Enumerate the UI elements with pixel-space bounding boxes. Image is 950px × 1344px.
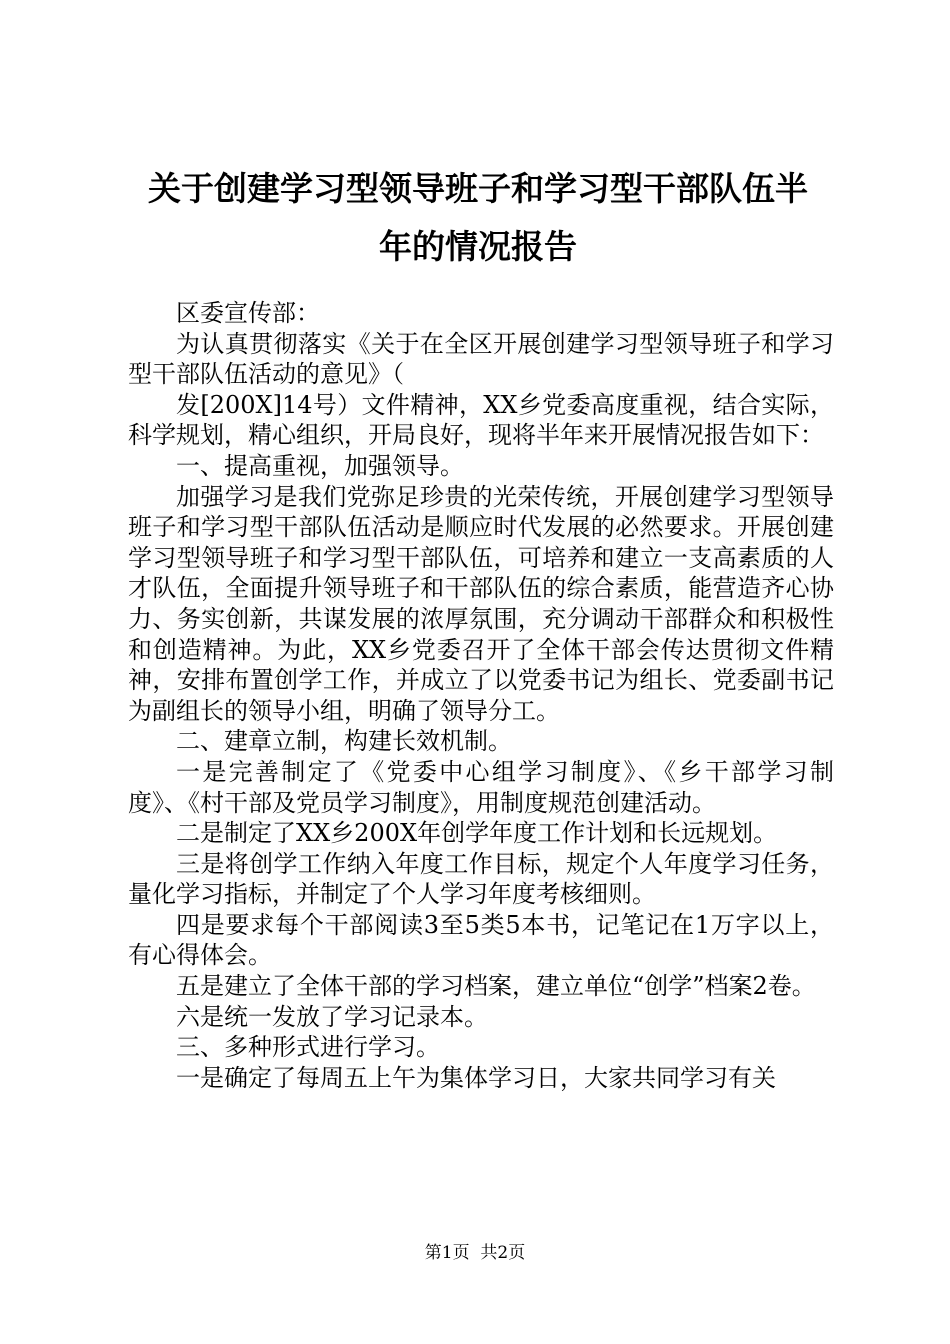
paragraph: 一是完善制定了《党委中心组学习制度》、《乡干部学习制度》、《村干部及党员学习制度》，用制度规范创建活动。	[128, 757, 834, 817]
paragraph: 三是将创学工作纳入年度工作目标，规定个人年度学习任务，量化学习指标，并制定了个人学习年度考核细则。	[128, 849, 834, 909]
section-heading: 三、多种形式进行学习。	[176, 1033, 440, 1062]
document-title	[118, 160, 838, 276]
title-line-1: 关于创建学习型领导班子和学习型干部队伍半	[148, 169, 808, 208]
document-body	[128, 298, 834, 1093]
paragraph: 四是要求每个干部阅读3至5类5本书，记笔记在1万字以上，有心得体会。	[128, 910, 834, 970]
page-number: 第1页 共2页	[424, 1243, 526, 1263]
section-heading: 二、建章立制，构建长效机制。	[176, 727, 512, 756]
section-heading: 一、提高重视，加强领导。	[176, 451, 464, 480]
paragraph: 加强学习是我们党弥足珍贵的光荣传统，开展创建学习型领导班子和学习型干部队伍活动是顺应时代发展的必然要求。开展创建学习型领导班子和学习型干部队伍，可培养和建立一支高素质的人才队伍，全面提升领导班子和干部队伍的综合素质，能营造齐心协力、务实创新，共谋发展的浓厚氛围，充分调动干部群众和积极性和创造精神。为此，XX乡党委召开了全体干部会传达贯彻文件精神，安排布置创学工作，并成立了以党委书记为组长、党委副书记为副组长的领导小组，明确了领导分工。	[128, 482, 834, 725]
paragraph: 为认真贯彻落实《关于在全区开展创建学习型领导班子和学习型干部队伍活动的意见》（	[128, 329, 834, 389]
paragraph: 五是建立了全体干部的学习档案，建立单位“创学”档案2卷。	[176, 972, 816, 1001]
paragraph-salutation: 区委宣传部：	[176, 299, 320, 327]
paragraph: 二是制定了XX乡200X年创学年度工作计划和长远规划。	[176, 819, 778, 848]
page-footer	[0, 1242, 950, 1264]
paragraph: 一是确定了每周五上午为集体学习日，大家共同学习有关	[176, 1063, 776, 1092]
title-line-2: 年的情况报告	[379, 227, 577, 266]
paragraph: 发[200X]14号）文件精神，XX乡党委高度重视，结合实际，科学规划，精心组织，开局良好，现将半年来开展情况报告如下：	[128, 390, 834, 450]
paragraph: 六是统一发放了学习记录本。	[176, 1002, 488, 1031]
